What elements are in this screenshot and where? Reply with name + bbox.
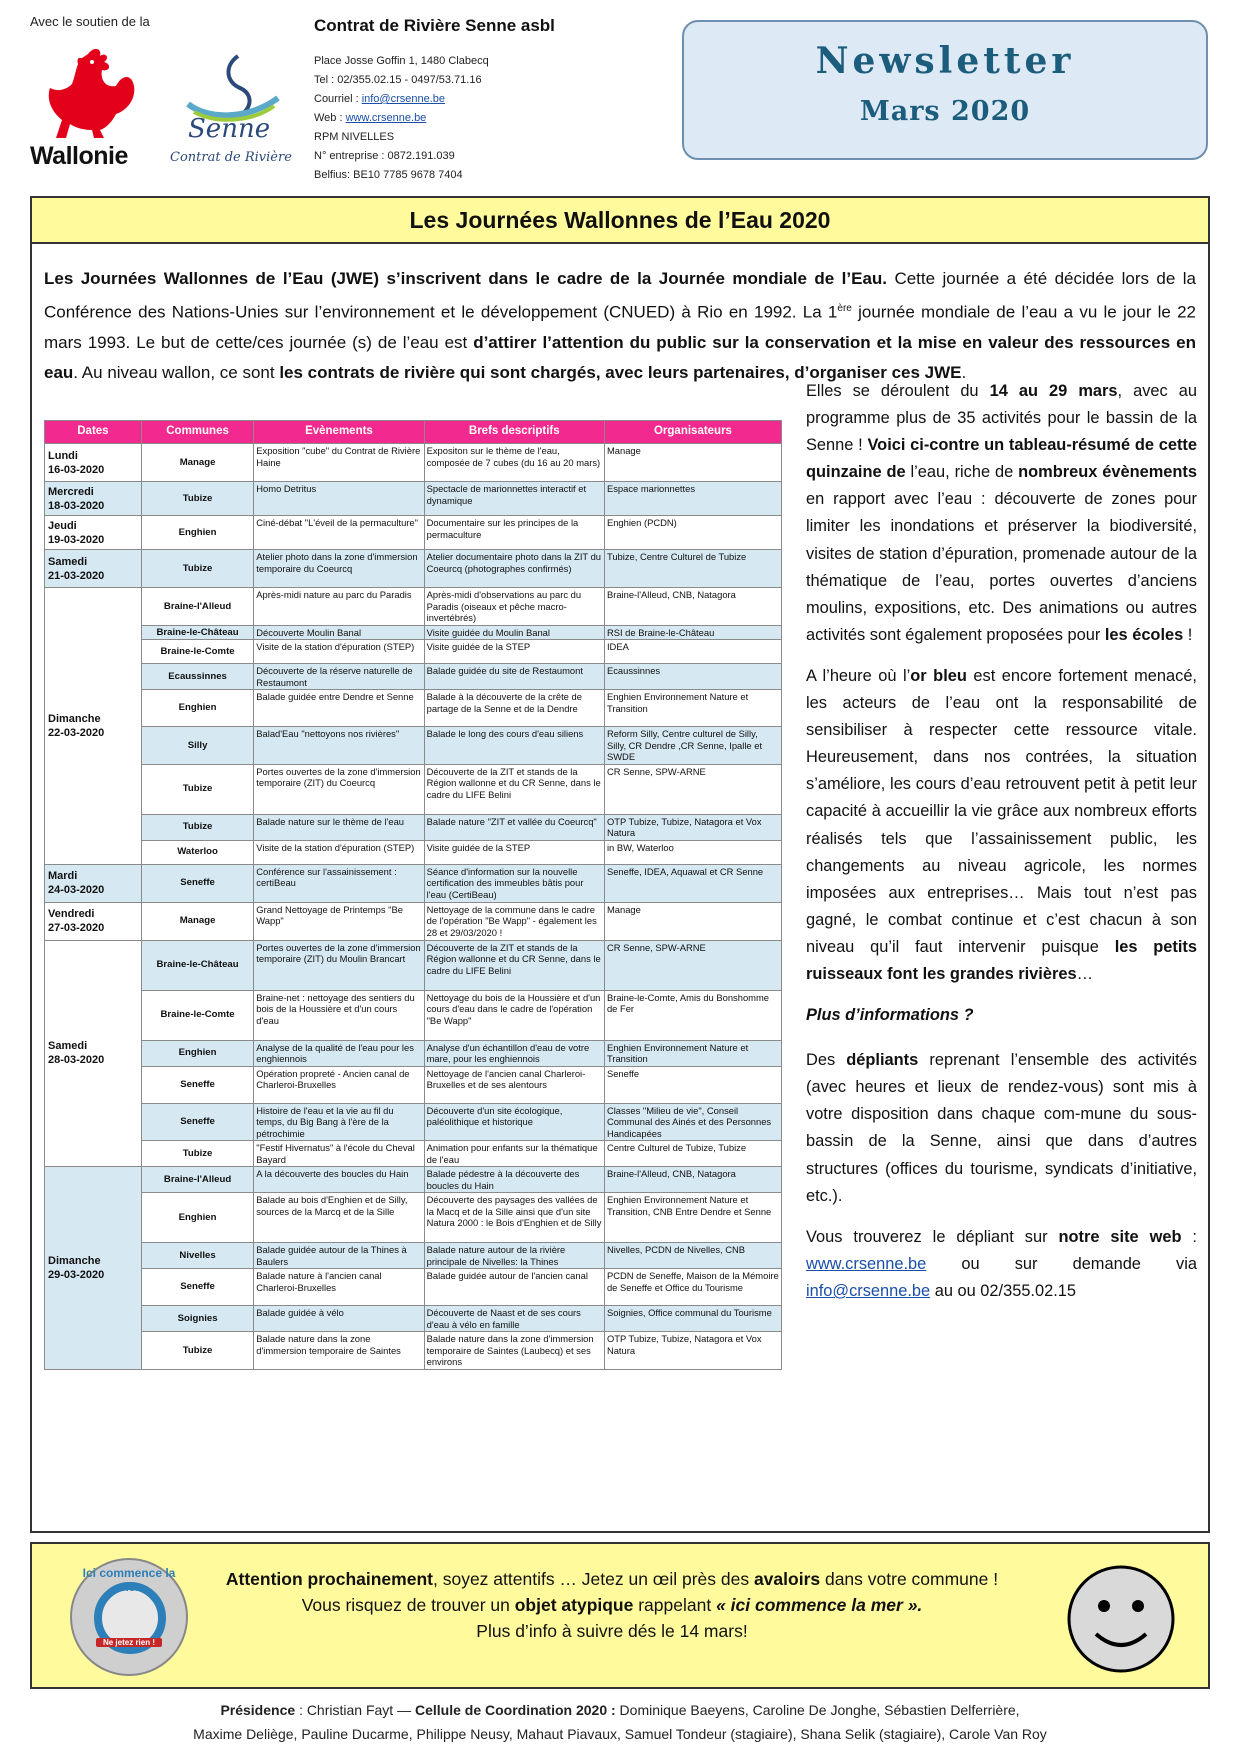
side-text: est encore fortement menacé, les acteurs de l’eau ont la responsabilité de sensibiliser à respecter cette ressource vitale. Heureusement, dans nos contrées, la situation s’améliore, les cours d’eau retrouvent petit à petit leur capacité à accueillir la vie grâce aux nombreux efforts réalisés tels que l’assainissement public, les changements au niveau agricole, les normes imposées aux entreprises… Mais tout n’est pas gagné, le combat continue et c’est chacun à son niveau qu’il faut intervenir puisque bbox=[806, 666, 1197, 956]
description-cell: Balade nature "ZIT et vallée du Coeurcq" bbox=[424, 814, 604, 840]
organizer-cell: Braine-l'Alleud, CNB, Natagora bbox=[604, 1167, 781, 1193]
organizer-cell: Espace marionnettes bbox=[604, 482, 781, 516]
description-cell: Nettoyage de la commune dans le cadre de l'opération "Be Wapp" - également les 28 et 29/03/2020 ! bbox=[424, 902, 604, 940]
side-text: : bbox=[1181, 1227, 1197, 1246]
table-row bbox=[45, 1306, 782, 1332]
commune-cell: Silly bbox=[141, 727, 253, 765]
table-row bbox=[45, 690, 782, 727]
side-bold: les petits ruisseaux font les grandes rivières bbox=[806, 937, 1197, 983]
table-row bbox=[45, 1243, 782, 1269]
intro-text-4: . bbox=[961, 362, 967, 382]
newsletter-box bbox=[682, 20, 1208, 160]
side-bold: notre site web bbox=[1058, 1227, 1182, 1246]
table-row bbox=[45, 482, 782, 516]
description-cell: Atelier documentaire photo dans la ZIT du Coeurcq (photographes confirmés) bbox=[424, 550, 604, 588]
description-cell: Balade pédestre à la découverte des boucles du Hain bbox=[424, 1167, 604, 1193]
table-row bbox=[45, 1269, 782, 1306]
table-row bbox=[45, 1167, 782, 1193]
web-label: Web : bbox=[314, 112, 346, 124]
table-row bbox=[45, 990, 782, 1040]
organizer-cell: RSI de Braine-le-Château bbox=[604, 625, 781, 640]
description-cell: Expositon sur le thème de l'eau, composée de 7 cubes (du 16 au 20 mars) bbox=[424, 444, 604, 482]
description-cell: Documentaire sur les principes de la permaculture bbox=[424, 516, 604, 550]
description-cell: Nettoyage du bois de la Houssière et d'un cours d'eau dans le cadre de l'opération "Be Wapp" bbox=[424, 990, 604, 1040]
article-title: Les Journées Wallonnes de l’Eau 2020 bbox=[32, 198, 1208, 244]
website-link[interactable]: www.crsenne.be bbox=[806, 1254, 927, 1273]
description-cell: Balade le long des cours d'eau siliens bbox=[424, 727, 604, 765]
event-cell: "Festif Hivernatus" à l'école du Cheval Bayard bbox=[254, 1141, 424, 1167]
date-cell bbox=[45, 482, 142, 516]
commune-cell: Enghien bbox=[141, 516, 253, 550]
event-cell: Balade nature dans la zone d'immersion temporaire de Saintes bbox=[254, 1332, 424, 1370]
description-cell: Balade à la découverte de la crête de partage de la Senne et de la Dendre bbox=[424, 690, 604, 727]
side-text: ou sur demande via bbox=[926, 1254, 1197, 1273]
side-text: , avec au programme plus de 35 activités pour le bassin de la Senne ! bbox=[806, 382, 1197, 455]
organizer-cell: Enghien Environnement Nature et Transition, CNB Entre Dendre et Senne bbox=[604, 1193, 781, 1243]
table-row bbox=[45, 814, 782, 840]
commune-cell: Enghien bbox=[141, 1193, 253, 1243]
organizer-cell: Nivelles, PCDN de Nivelles, CNB bbox=[604, 1243, 781, 1269]
footer-bold: Cellule de Coordination 2020 : bbox=[414, 1702, 616, 1718]
commune-cell: Ecaussinnes bbox=[141, 664, 253, 690]
commune-cell: Tubize bbox=[141, 1141, 253, 1167]
organizer-cell: Enghien Environnement Nature et Transition bbox=[604, 1040, 781, 1066]
event-cell: Balade guidée à vélo bbox=[254, 1306, 424, 1332]
organizer-cell: Enghien (PCDN) bbox=[604, 516, 781, 550]
side-text: Elles se déroulent du bbox=[806, 382, 990, 400]
commune-cell: Enghien bbox=[141, 690, 253, 727]
commune-cell: Braine-l'Alleud bbox=[141, 588, 253, 626]
event-cell: Balade nature sur le thème de l'eau bbox=[254, 814, 424, 840]
day-name: Mercredi bbox=[48, 485, 94, 498]
email-link[interactable]: info@crsenne.be bbox=[361, 93, 446, 105]
event-cell: Grand Nettoyage de Printemps "Be Wapp" bbox=[254, 902, 424, 940]
event-cell: Visite de la station d'épuration (STEP) bbox=[254, 840, 424, 864]
organizer-cell: Enghien Environnement Nature et Transition bbox=[604, 690, 781, 727]
organizer-cell: Reform Silly, Centre culturel de Silly, Silly, CR Dendre ,CR Senne, Ipalle et SWDE bbox=[604, 727, 781, 765]
day-name: Dimanche bbox=[48, 1254, 101, 1267]
event-cell: Ciné-débat "L'éveil de la permaculture" bbox=[254, 516, 424, 550]
table-header-cell: Dates bbox=[45, 421, 142, 444]
day-name: Vendredi bbox=[48, 908, 95, 920]
day-name: Lundi bbox=[48, 449, 78, 462]
day-date: 28-03-2020 bbox=[48, 1054, 105, 1067]
side-text: reprenant l’ensemble des activités (avec heures et lieux de rendez-vous) sont mis à votre disposition dans chaque com-mune du sous-bassin de la Senne, ainsi que dans d’autres structures (offices du tourisme, syndicats d’initiative, etc.). bbox=[806, 1051, 1197, 1205]
description-cell: Balade guidée autour de l'ancien canal bbox=[424, 1269, 604, 1306]
organizer-cell: Braine-l'Alleud, CNB, Natagora bbox=[604, 588, 781, 626]
footer bbox=[30, 1698, 1210, 1746]
side-paragraph-3 bbox=[806, 1047, 1197, 1210]
side-bold: les écoles bbox=[1104, 625, 1184, 644]
senne-logo-name: Senne bbox=[188, 114, 271, 144]
commune-cell: Tubize bbox=[141, 814, 253, 840]
date-cell bbox=[45, 1167, 142, 1370]
table-row bbox=[45, 516, 782, 550]
table-header-cell: Evènements bbox=[254, 421, 424, 444]
table-row bbox=[45, 1141, 782, 1167]
organizer-cell: CR Senne, SPW-ARNE bbox=[604, 940, 781, 990]
wallonie-logo bbox=[30, 14, 170, 174]
description-cell: Découverte de Naast et de ses cours d'eau à vélo en famille bbox=[424, 1306, 604, 1332]
event-cell: Balade guidée autour de la Thines à Baulers bbox=[254, 1243, 424, 1269]
alert-text: Vous risquez de trouver un bbox=[301, 1595, 515, 1615]
day-name: Mardi bbox=[48, 870, 78, 882]
senne-logo-sub: Contrat de Rivière bbox=[170, 150, 292, 165]
side-bold: 14 au 29 mars bbox=[989, 382, 1118, 400]
table-row bbox=[45, 864, 782, 902]
org-web-line bbox=[314, 109, 654, 128]
table-row bbox=[45, 1040, 782, 1066]
date-cell bbox=[45, 516, 142, 550]
commune-cell: Braine-le-Château bbox=[141, 940, 253, 990]
email-link[interactable]: info@crsenne.be bbox=[806, 1281, 931, 1300]
alert-bold: Attention prochainement bbox=[225, 1569, 433, 1589]
table-row bbox=[45, 444, 782, 482]
description-cell: Analyse d'un échantillon d'eau de votre mare, pour les enghiennois bbox=[424, 1040, 604, 1066]
commune-cell: Braine-le-Château bbox=[141, 625, 253, 640]
alert-text: , soyez attentifs … Jetez un œil près des bbox=[432, 1569, 754, 1589]
description-cell: Après-midi d'observations au parc du Paradis (oiseaux et pêche macro-invertébrés) bbox=[424, 588, 604, 626]
event-cell: Opération propreté - Ancien canal de Charleroi-Bruxelles bbox=[254, 1066, 424, 1103]
organizer-cell: Classes "Milieu de vie", Conseil Communal des Ainés et des Personnes Handicapées bbox=[604, 1103, 781, 1141]
event-cell: Homo Detritus bbox=[254, 482, 424, 516]
date-cell bbox=[45, 444, 142, 482]
side-bold: nombreux évènements bbox=[1018, 463, 1197, 482]
commune-cell: Enghien bbox=[141, 1040, 253, 1066]
alert-bold: avaloirs bbox=[753, 1569, 821, 1589]
table-row bbox=[45, 902, 782, 940]
org-rpm: RPM NIVELLES bbox=[314, 131, 395, 143]
day-date: 21-03-2020 bbox=[48, 569, 105, 582]
alert-text: rappelant bbox=[633, 1595, 717, 1615]
day-date: 18-03-2020 bbox=[48, 499, 105, 512]
table-header-cell: Communes bbox=[141, 421, 253, 444]
organizer-cell: Manage bbox=[604, 444, 781, 482]
wallonie-wordmark: Wallonie bbox=[30, 142, 128, 170]
description-cell: Séance d'information sur la nouvelle certification des immeubles bâtis pour l'eau (CertiBeau) bbox=[424, 864, 604, 902]
commune-cell: Manage bbox=[141, 444, 253, 482]
description-cell: Découverte de la ZIT et stands de la Région wallonne et du CR Senne, dans le cadre du LIFE Belini bbox=[424, 764, 604, 814]
intro-text-2: journée mondiale de l’eau a vu le jour le 22 mars 1993. Le but de cette/ces journée (s) de l’eau est bbox=[44, 302, 1196, 352]
event-cell: Balad'Eau "nettoyons nos rivières" bbox=[254, 727, 424, 765]
commune-cell: Soignies bbox=[141, 1306, 253, 1332]
alert-box bbox=[30, 1542, 1210, 1689]
table-row bbox=[45, 625, 782, 640]
day-date: 19-03-2020 bbox=[48, 533, 105, 546]
side-text: ! bbox=[1183, 625, 1193, 644]
table-row bbox=[45, 764, 782, 814]
rooster-icon bbox=[36, 44, 140, 140]
side-bold: or bleu bbox=[910, 666, 967, 685]
day-date: 24-03-2020 bbox=[48, 884, 105, 896]
organizer-cell: Centre Culturel de Tubize, Tubize bbox=[604, 1141, 781, 1167]
side-text: l’eau, riche de bbox=[905, 463, 1019, 482]
side-paragraph-2 bbox=[806, 663, 1197, 988]
side-bold: Voici ci-contre un tableau-résumé de cette quinzaine de bbox=[806, 436, 1197, 482]
description-cell: Découverte de la ZIT et stands de la Région wallonne et du CR Senne, dans le cadre du LIFE Belini bbox=[424, 940, 604, 990]
day-name: Samedi bbox=[48, 1040, 88, 1053]
table-body bbox=[45, 444, 782, 1370]
table-row bbox=[45, 840, 782, 864]
date-cell bbox=[45, 864, 142, 902]
org-address: Place Josse Goffin 1, 1480 Clabecq bbox=[314, 55, 489, 67]
side-text: … bbox=[1076, 964, 1093, 983]
side-text: A l’heure où l’ bbox=[806, 666, 911, 685]
email-label: Courriel : bbox=[314, 93, 362, 105]
event-cell: Découverte Moulin Banal bbox=[254, 625, 424, 640]
intro-bold-3: les contrats de rivière qui sont chargés, avec leurs partenaires, d’organiser ces JWE bbox=[279, 362, 962, 382]
event-cell: Conférence sur l'assainissement : certiBeau bbox=[254, 864, 424, 902]
event-cell: Visite de la station d'épuration (STEP) bbox=[254, 640, 424, 664]
date-cell bbox=[45, 550, 142, 588]
day-date: 29-03-2020 bbox=[48, 1268, 105, 1281]
commune-cell: Waterloo bbox=[141, 840, 253, 864]
description-cell: Spectacle de marionnettes interactif et dynamique bbox=[424, 482, 604, 516]
table-row bbox=[45, 727, 782, 765]
day-name: Samedi bbox=[48, 555, 88, 568]
commune-cell: Tubize bbox=[141, 1332, 253, 1370]
alert-bold-italic: « ici commence la mer ». bbox=[716, 1595, 923, 1615]
alert-message bbox=[222, 1566, 1002, 1644]
organizer-cell: IDEA bbox=[604, 640, 781, 664]
senne-logo bbox=[168, 54, 298, 174]
commune-cell: Braine-le-Comte bbox=[141, 640, 253, 664]
ici-commence-la-mer-badge bbox=[70, 1558, 188, 1676]
web-link[interactable]: www.crsenne.be bbox=[345, 112, 427, 124]
table-row bbox=[45, 588, 782, 626]
commune-cell: Braine-l'Alleud bbox=[141, 1167, 253, 1193]
organizer-cell: OTP Tubize, Tubize, Natagora et Vox Natura bbox=[604, 1332, 781, 1370]
description-cell: Découverte d'un site écologique, paléolithique et historique bbox=[424, 1103, 604, 1141]
event-cell: Balade au bois d'Enghien et de Silly, sources de la Marcq et de la Sille bbox=[254, 1193, 424, 1243]
intro-text-1: Cette journée a été décidée lors de la Conférence des Nations-Unies sur l’environnement et le développement (CNUED) à Rio en 1992. La 1 bbox=[44, 269, 1196, 322]
footer-bold: Présidence bbox=[220, 1702, 296, 1718]
commune-cell: Manage bbox=[141, 902, 253, 940]
more-info-heading: Plus d’informations ? bbox=[806, 1006, 974, 1025]
org-tel: Tel : 02/355.02.15 - 0497/53.71.16 bbox=[314, 74, 482, 86]
organizer-cell: Seneffe, IDEA, Aquawal et CR Senne bbox=[604, 864, 781, 902]
commune-cell: Seneffe bbox=[141, 1103, 253, 1141]
date-cell bbox=[45, 902, 142, 940]
events-table bbox=[44, 420, 782, 1370]
footer-text: : Christian Fayt — bbox=[295, 1702, 415, 1718]
newsletter-date: Mars 2020 bbox=[859, 96, 1031, 127]
event-cell: Atelier photo dans la zone d'immersion temporaire du Coeurcq bbox=[254, 550, 424, 588]
alert-line-2 bbox=[222, 1592, 1002, 1618]
org-name: Contrat de Rivière Senne asbl bbox=[314, 16, 555, 35]
side-paragraph-1 bbox=[806, 378, 1197, 649]
side-text: au ou 02/355.02.15 bbox=[930, 1281, 1076, 1300]
organizer-cell: Ecaussinnes bbox=[604, 664, 781, 690]
commune-cell: Tubize bbox=[141, 550, 253, 588]
table-header-row bbox=[45, 421, 782, 444]
table-row bbox=[45, 1332, 782, 1370]
main-article bbox=[30, 196, 1210, 1533]
event-cell: Exposition "cube" du Contrat de Rivière Haine bbox=[254, 444, 424, 482]
table-row bbox=[45, 1193, 782, 1243]
table-header-cell: Organisateurs bbox=[604, 421, 781, 444]
description-cell: Visite guidée de la STEP bbox=[424, 640, 604, 664]
event-cell: Portes ouvertes de la zone d'immersion temporaire (ZIT) du Moulin Brancart bbox=[254, 940, 424, 990]
side-text bbox=[806, 378, 1197, 1319]
event-cell: Balade nature à l'ancien canal Charleroi-Bruxelles bbox=[254, 1269, 424, 1306]
day-date: 16-03-2020 bbox=[48, 463, 105, 476]
intro-bold-1: Les Journées Wallonnes de l’Eau (JWE) s’inscrivent dans le cadre de la Journée mondiale de l’Eau. bbox=[44, 269, 888, 288]
commune-cell: Braine-le-Comte bbox=[141, 990, 253, 1040]
commune-cell: Tubize bbox=[141, 482, 253, 516]
badge-warning: Ne jetez rien ! bbox=[96, 1638, 162, 1647]
organizer-cell: Manage bbox=[604, 902, 781, 940]
description-cell: Balade guidée du site de Restaumont bbox=[424, 664, 604, 690]
intro-paragraph bbox=[44, 264, 1196, 388]
description-cell: Visite guidée du Moulin Banal bbox=[424, 625, 604, 640]
footer-line-1 bbox=[30, 1698, 1210, 1722]
table-header-cell: Brefs descriptifs bbox=[424, 421, 604, 444]
event-cell: Balade guidée entre Dendre et Senne bbox=[254, 690, 424, 727]
wallonie-support-text: Avec le soutien de la bbox=[30, 14, 150, 29]
footer-line-2: Maxime Deliège, Pauline Ducarme, Philippe Neusy, Mahaut Piavaux, Samuel Tondeur (stagiaire), Shana Selik (stagiaire), Carole Van Roy bbox=[193, 1726, 1047, 1742]
description-cell: Animation pour enfants sur la thématique de l'eau bbox=[424, 1141, 604, 1167]
table-row bbox=[45, 664, 782, 690]
organizer-cell: Braine-le-Comte, Amis du Bonshomme de Fer bbox=[604, 990, 781, 1040]
date-cell bbox=[45, 940, 142, 1167]
organizer-cell: CR Senne, SPW-ARNE bbox=[604, 764, 781, 814]
description-cell: Visite guidée de la STEP bbox=[424, 840, 604, 864]
side-text: Vous trouverez le dépliant sur bbox=[806, 1227, 1059, 1246]
day-name: Jeudi bbox=[48, 519, 77, 532]
table-row bbox=[45, 1103, 782, 1141]
footer-text: Dominique Baeyens, Caroline De Jonghe, Sébastien Delferrière, bbox=[615, 1702, 1020, 1718]
day-date: 27-03-2020 bbox=[48, 922, 105, 934]
side-text: en rapport avec l’eau : découverte de zones pour limiter les inondations et préserver la biodiversité, visites de station d’épuration, promenade autour de la thématique de l’eau, portes ouvertes d’anciens moulins, expositions, etc. Des animations ou autres activités sont également proposées pour bbox=[806, 490, 1197, 644]
table-row bbox=[45, 1066, 782, 1103]
description-cell: Balade nature autour de la rivière principale de Nivelles: la Thines bbox=[424, 1243, 604, 1269]
alert-line-3: Plus d’info à suivre dés le 14 mars! bbox=[476, 1621, 748, 1641]
intro-text-3: . Au niveau wallon, ce sont bbox=[73, 362, 280, 382]
smiley-icon bbox=[1066, 1564, 1176, 1674]
intro-sup: ère bbox=[837, 303, 852, 314]
side-text: Des bbox=[806, 1051, 847, 1070]
newsletter-title: Newsletter bbox=[815, 40, 1075, 82]
day-date: 22-03-2020 bbox=[48, 726, 105, 739]
event-cell: Histoire de l'eau et la vie au fil du temps, du Big Bang à l'ère de la pétrochimie bbox=[254, 1103, 424, 1141]
organizer-cell: Tubize, Centre Culturel de Tubize bbox=[604, 550, 781, 588]
date-cell bbox=[45, 588, 142, 865]
description-cell: Balade nature dans la zone d'immersion temporaire de Saintes (Laubecq) et ses environs bbox=[424, 1332, 604, 1370]
organizer-cell: PCDN de Seneffe, Maison de la Mémoire de Seneffe et Office du Tourisme bbox=[604, 1269, 781, 1306]
commune-cell: Seneffe bbox=[141, 1066, 253, 1103]
intro-bold-2: d’attirer l’attention du public sur la conservation et la mise en valeur des ressources en eau bbox=[44, 332, 1196, 382]
table-row bbox=[45, 550, 782, 588]
table-row bbox=[45, 940, 782, 990]
alert-text: dans votre commune ! bbox=[820, 1569, 999, 1589]
day-name: Dimanche bbox=[48, 712, 101, 725]
commune-cell: Seneffe bbox=[141, 864, 253, 902]
event-cell: A la découverte des boucles du Hain bbox=[254, 1167, 424, 1193]
org-email-line bbox=[314, 90, 654, 109]
alert-line-1 bbox=[222, 1566, 1002, 1592]
event-cell: Découverte de la réserve naturelle de Restaumont bbox=[254, 664, 424, 690]
organizer-cell: Seneffe bbox=[604, 1066, 781, 1103]
event-cell: Portes ouvertes de la zone d'immersion temporaire (ZIT) du Coeurcq bbox=[254, 764, 424, 814]
side-paragraph-4 bbox=[806, 1224, 1197, 1305]
org-belfius: Belfius: BE10 7785 9678 7404 bbox=[314, 169, 463, 181]
organizer-cell: in BW, Waterloo bbox=[604, 840, 781, 864]
event-cell: Braine-net : nettoyage des sentiers du bois de la Houssière et d'un cours d'eau bbox=[254, 990, 424, 1040]
alert-bold: objet atypique bbox=[514, 1595, 634, 1615]
event-cell: Analyse de la qualité de l'eau pour les enghiennois bbox=[254, 1040, 424, 1066]
organization-info bbox=[314, 16, 654, 185]
commune-cell: Nivelles bbox=[141, 1243, 253, 1269]
side-bold: dépliants bbox=[846, 1051, 919, 1070]
commune-cell: Tubize bbox=[141, 764, 253, 814]
event-cell: Après-midi nature au parc du Paradis bbox=[254, 588, 424, 626]
description-cell: Nettoyage de l'ancien canal Charleroi-Bruxelles et de ses alentours bbox=[424, 1066, 604, 1103]
organizer-cell: Soignies, Office communal du Tourisme bbox=[604, 1306, 781, 1332]
organizer-cell: OTP Tubize, Tubize, Natagora et Vox Natura bbox=[604, 814, 781, 840]
badge-title: Ici commence la mer bbox=[82, 1566, 176, 1594]
description-cell: Découverte des paysages des vallées de la Macq et de la Sille ainsi que d'un site Natura 2000 : le Bois d'Enghien et de Silly bbox=[424, 1193, 604, 1243]
table-row bbox=[45, 640, 782, 664]
commune-cell: Seneffe bbox=[141, 1269, 253, 1306]
org-entreprise: N° entreprise : 0872.191.039 bbox=[314, 150, 455, 162]
